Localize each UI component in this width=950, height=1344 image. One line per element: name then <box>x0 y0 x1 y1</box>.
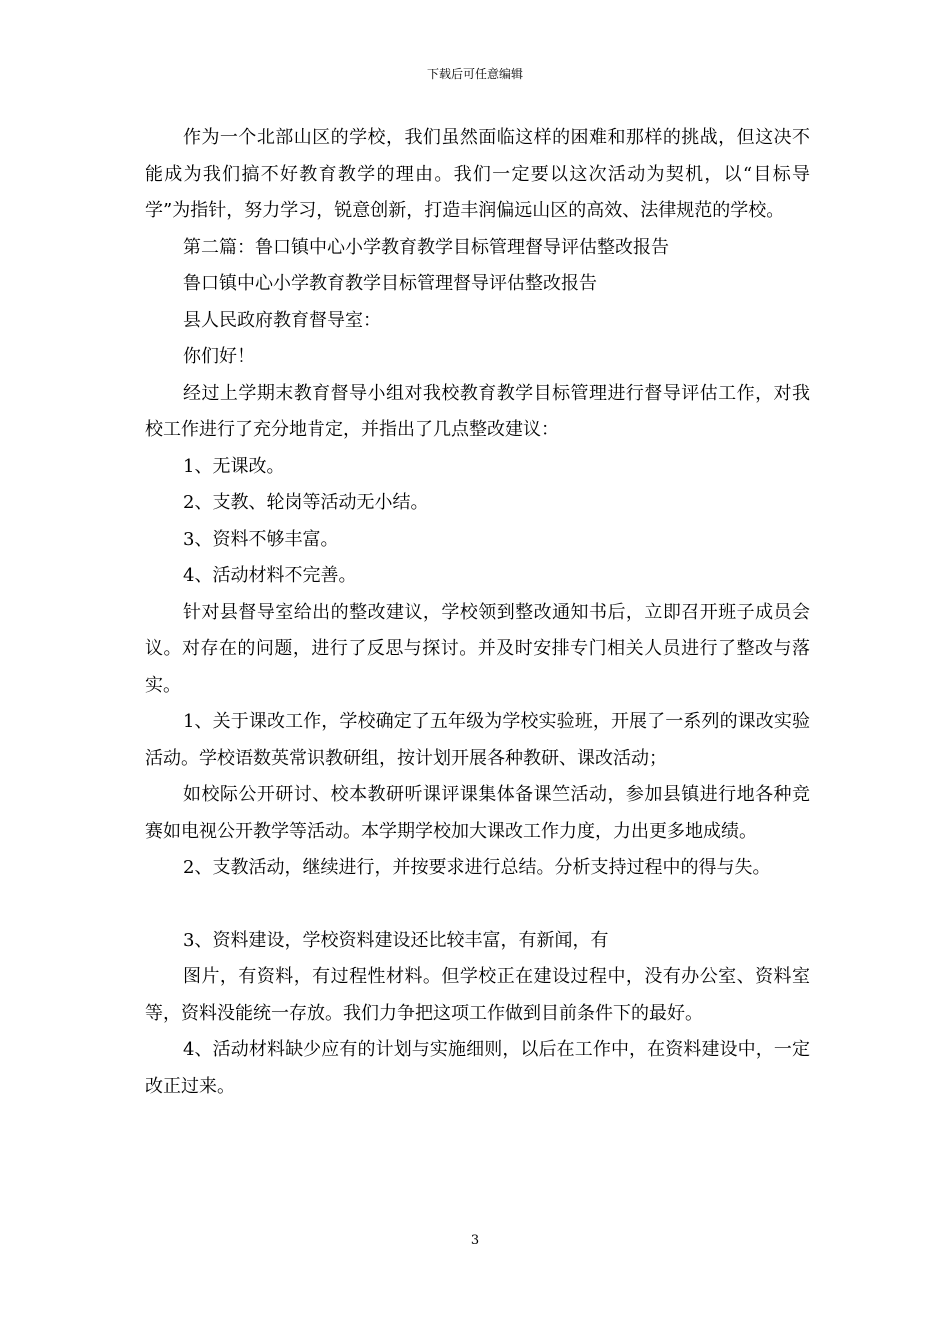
page-number: 3 <box>470 1233 480 1248</box>
paragraph: 针对县督导室给出的整改建议，学校领到整改通知书后，立即召开班子成员会议。对存在的问题，进行了反思与探讨。并及时安排专门相关人员进行了整改与落实。 <box>145 601 810 696</box>
document-body <box>145 120 810 1105</box>
list-item: 3、资料不够丰富。 <box>183 528 339 550</box>
paragraph: 经过上学期末教育督导小组对我校教育教学目标管理进行督导评估工作，对我校工作进行了充分地肯定，并指出了几点整改建议： <box>145 382 810 440</box>
paragraph: 如校际公开研讨、校本教研听课评课集体备课竺活动，参加县镇进行地各种竞赛如电视公开教学等活动。本学期学校加大课改工作力度，力出更多地成绩。 <box>145 784 810 842</box>
section-title: 第二篇：鲁口镇中心小学教育教学目标管理督导评估整改报告 <box>183 236 669 258</box>
paragraph: 图片，有资料，有过程性材料。但学校正在建设过程中，没有办公室、资料室等，资料没能统一存放。我们力争把这项工作做到目前条件下的最好。 <box>145 966 810 1024</box>
page-header: 下载后可任意编辑 <box>426 67 523 81</box>
paragraph: 1、关于课改工作，学校确定了五年级为学校实验班，开展了一系列的课改实验活动。学校语数英常识教研组，按计划开展各种教研、课改活动； <box>145 711 810 769</box>
list-item: 4、活动材料不完善。 <box>183 565 357 586</box>
addressee: 县人民政府教育督导室： <box>183 309 381 331</box>
list-item: 2、支教、轮岗等活动无小结。 <box>183 492 429 513</box>
paragraph: 2、支教活动，继续进行，并按要求进行总结。分析支持过程中的得与失。 <box>183 857 771 878</box>
paragraph: 3、资料建设，学校资料建设还比较丰富，有新闻，有 <box>183 929 609 951</box>
paragraph: 4、活动材料缺少应有的计划与实施细则，以后在工作中，在资料建设中，一定改正过来。 <box>145 1039 810 1097</box>
greeting: 你们好！ <box>183 346 255 367</box>
report-title: 鲁口镇中心小学教育教学目标管理督导评估整改报告 <box>183 273 597 294</box>
list-item: 1、无课改。 <box>183 455 285 477</box>
paragraph: 作为一个北部山区的学校，我们虽然面临这样的困难和那样的挑战，但这决不能成为我们搞不好教育教学的理由。我们一定要以这次活动为契机，以“目标导学”为指针，努力学习，锐意创新，打造丰润偏远山区的高效、法律规范的学校。 <box>145 127 810 221</box>
